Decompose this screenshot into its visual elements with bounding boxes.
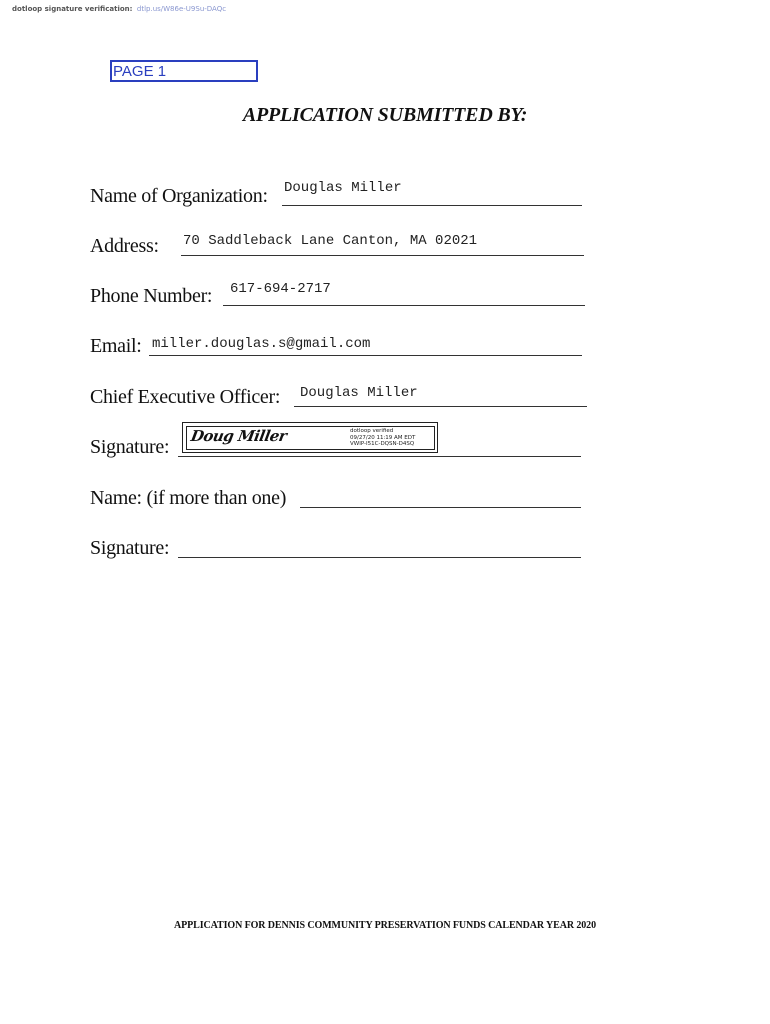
ceo-field[interactable]: Douglas Miller xyxy=(300,385,418,401)
email-label: Email: xyxy=(90,335,142,357)
signature2-row xyxy=(90,528,590,558)
ceo-line xyxy=(294,406,587,407)
address-row xyxy=(90,226,590,256)
email-line xyxy=(149,355,582,356)
signature2-field[interactable] xyxy=(178,557,581,558)
verification-stamp xyxy=(350,428,430,448)
signature-label: Signature: xyxy=(90,436,170,458)
phone-field[interactable]: 617-694-2717 xyxy=(230,281,331,297)
additional-name-row xyxy=(90,478,590,508)
ceo-row xyxy=(90,377,590,407)
signature-line xyxy=(178,456,581,457)
signature2-label: Signature: xyxy=(90,537,170,559)
signature-block[interactable] xyxy=(182,422,438,453)
signature-frame xyxy=(186,426,435,450)
verification-label: dotloop signature verification: xyxy=(12,5,133,13)
phone-line xyxy=(223,305,585,306)
organization-row xyxy=(90,176,590,206)
stamp-line: dotloop verified xyxy=(350,428,394,434)
page-footer: APPLICATION FOR DENNIS COMMUNITY PRESERVATION FUNDS CALENDAR YEAR 2020 xyxy=(174,920,596,931)
additional-name-label: Name: (if more than one) xyxy=(90,487,287,509)
verification-header xyxy=(12,5,226,13)
stamp-line: VWIP-I51C-DQSN-D4SQ xyxy=(350,441,415,447)
additional-name-field[interactable] xyxy=(300,507,581,508)
organization-label: Name of Organization: xyxy=(90,185,268,207)
verification-link[interactable]: dtlp.us/W86e-U9Su-DAQc xyxy=(136,5,227,13)
ceo-label: Chief Executive Officer: xyxy=(90,386,281,408)
page-title: APPLICATION SUBMITTED BY: xyxy=(242,104,528,126)
address-label: Address: xyxy=(90,235,159,257)
organization-line xyxy=(282,205,582,206)
phone-row xyxy=(90,276,590,306)
address-line xyxy=(181,255,584,256)
organization-field[interactable]: Douglas Miller xyxy=(284,180,402,196)
address-field[interactable]: 70 Saddleback Lane Canton, MA 02021 xyxy=(183,233,478,249)
email-row xyxy=(90,326,590,356)
email-field[interactable]: miller.douglas.s@gmail.com xyxy=(152,336,371,352)
page-tag: PAGE 1 xyxy=(110,60,258,82)
phone-label: Phone Number: xyxy=(90,285,213,307)
stamp-line: 09/27/20 11:19 AM EDT xyxy=(350,434,416,441)
handwritten-signature: Doug Miller xyxy=(189,427,288,445)
